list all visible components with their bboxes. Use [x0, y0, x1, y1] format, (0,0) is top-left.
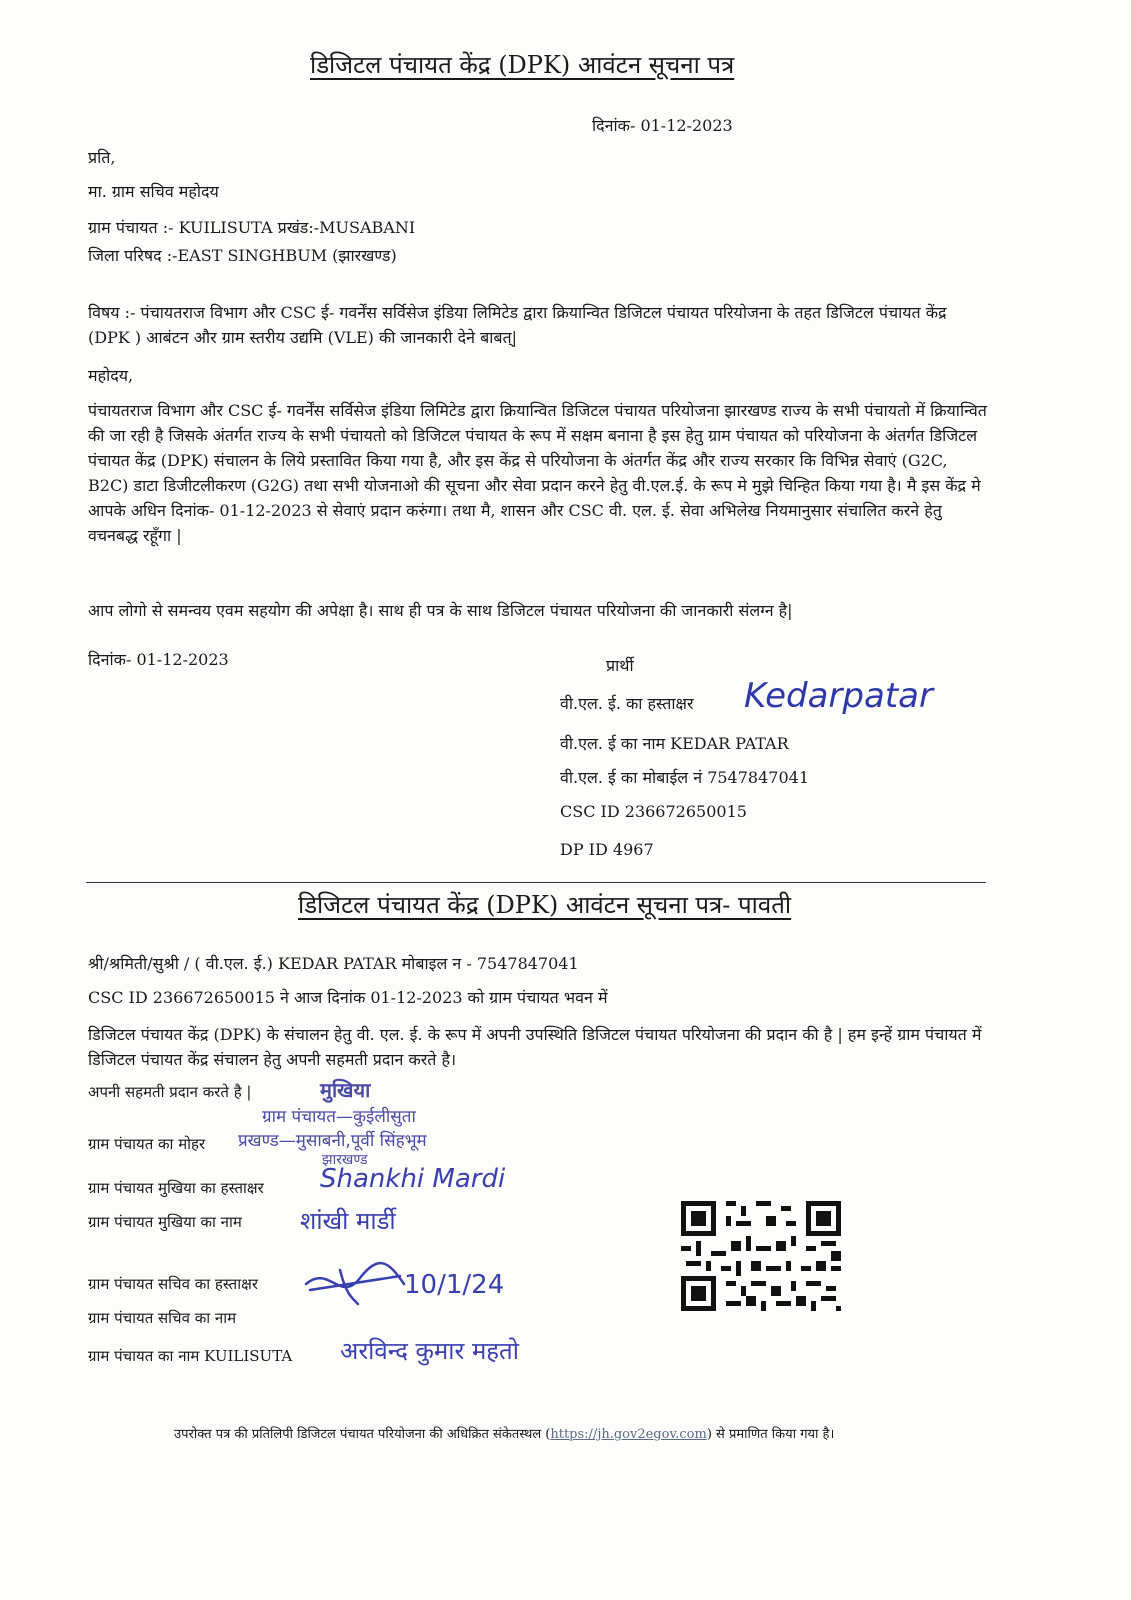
letter-date: दिनांक- 01-12-2023 [592, 116, 733, 135]
body-paragraph-1: पंचायतराज विभाग और CSC ई- गवर्नेंस सर्विसेज इंडिया लिमिटेड द्वारा क्रियान्वित डिजिटल पंचायत परियोजना झारखण्ड राज्य के सभी पंचायतो में क्रियान्वित की जा रही है जिसके अंतर्गत राज्य के सभी पंचायतो को डिजिटल पंचायत के रूप में सक्षम बनाना है इस हेतु ग्राम पंचायत को परियोजना के अंतर्गत डिजिटल पंचायत केंद्र (DPK) संचालन के लिये प्रस्तावित किया गया है, और इस केंद्र से परियोजना के अंतर्गत केंद्र और राज्य सरकार कि विभिन्न सेवाएं (G2C, B2C) डाटा डिजीटलीकरण (G2G) तथा सभी योजनाओ की सूचना और सेवा प्रदान करने हेतु वी.एल.ई. के रूप मे मुझे चिन्हित किया गया है। मै इस केंद्र मे आपके अधिन दिनांक- 01-12-2023 से सेवाएं प्रदान करुंगा। तथा मै, शासन और CSC वी. एल. ई. सेवा अभिलेख नियमानुसार संचालित करने हेतु वचनबद्ध रहूँगा | [88, 401, 987, 545]
vle-mobile: वी.एल. ई का मोबाईल नं 7547847041 [560, 768, 809, 787]
vle-csc-id: CSC ID 236672650015 [560, 802, 747, 821]
mukhiya-name-label: ग्राम पंचायत मुखिया का नाम [88, 1213, 242, 1231]
subject: विषय :- पंचायतराज विभाग और CSC ई- गवर्नेंस सर्विसेज इंडिया लिमिटेड द्वारा क्रियान्वित डिजिटल पंचायत परियोजना के तहत डिजिटल पंचायत केंद्र (DPK ) आबंटन और ग्राम स्तरीय उद्यमि (VLE) की जानकारी देने बाबत्| [88, 303, 947, 347]
applicant-label: प्रार्थी [606, 656, 634, 675]
portal-link[interactable]: https://jh.gov2egov.com [550, 1427, 707, 1442]
addressee: मा. ग्राम सचिव महोदय [88, 182, 219, 201]
stamp-line-1: मुखिया [320, 1078, 371, 1102]
vle-dp-id: DP ID 4967 [560, 840, 654, 859]
stamp-line-4: झारखण्ड [322, 1152, 368, 1168]
vle-name: वी.एल. ई का नाम KEDAR PATAR [560, 734, 789, 753]
qr-code-icon [676, 1196, 846, 1316]
receipt-title: डिजिटल पंचायत केंद्र (DPK) आवंटन सूचना पत्र- पावती [298, 891, 792, 919]
receipt-paragraph: डिजिटल पंचायत केंद्र (DPK) के संचालन हेतु वी. एल. ई. के रूप में अपनी उपस्थिति डिजिटल पंचायत परियोजना की प्रदान की है | हम इन्हें ग्राम पंचायत में डिजिटल पंचायत केंद्र संचालन हेतु अपनी सहमती प्रदान करते है। [88, 1025, 982, 1069]
receipt-line-2: CSC ID 236672650015 ने आज दिनांक 01-12-2023 को ग्राम पंचायत भवन में [88, 988, 608, 1007]
certification-note [174, 1424, 834, 1442]
sachiv-name-label: ग्राम पंचायत सचिव का नाम [88, 1309, 237, 1327]
vle-signature: Kedarpatar [744, 676, 933, 716]
mukhiya-signature: Shankhi Mardi [320, 1164, 506, 1194]
consent-label: अपनी सहमती प्रदान करते है | [88, 1083, 252, 1101]
mukhiya-sign-label: ग्राम पंचायत मुखिया का हस्ताक्षर [88, 1179, 264, 1197]
mukhiya-name: शांखी मार्डी [300, 1207, 396, 1235]
stamp-line-3: प्रखण्ड—मुसाबनी,पूर्वी सिंहभूम [238, 1131, 427, 1151]
district-line: जिला परिषद :-EAST SINGHBUM (झारखण्ड) [88, 246, 397, 265]
sachiv-sign-label: ग्राम पंचायत सचिव का हस्ताक्षर [88, 1275, 258, 1293]
receipt-line-1: श्री/श्रमिती/सुश्री / ( वी.एल. ई.) KEDAR PATAR मोबाइल न - 7547847041 [88, 954, 579, 973]
panchayat-name-line: ग्राम पंचायत का नाम KUILISUTA [88, 1347, 293, 1365]
body-paragraph-2: आप लोगो से समन्वय एवम सहयोग की अपेक्षा है। साथ ही पत्र के साथ डिजिटल पंचायत परियोजना की जानकारी संलग्न है| [88, 601, 793, 620]
salutation: महोदय, [88, 366, 134, 385]
to-label: प्रति, [88, 148, 116, 167]
sachiv-name: अरविन्द कुमार महतो [340, 1337, 519, 1365]
sachiv-date: 10/1/24 [404, 1270, 505, 1300]
vle-signature-label: वी.एल. ई. का हस्ताक्षर [560, 694, 694, 713]
page-title: डिजिटल पंचायत केंद्र (DPK) आवंटन सूचना पत्र [310, 51, 735, 79]
footer-date: दिनांक- 01-12-2023 [88, 650, 229, 669]
stamp-line-2: ग्राम पंचायत—कुईलीसुता [262, 1107, 416, 1127]
section-divider [86, 882, 986, 883]
seal-label: ग्राम पंचायत का मोहर [88, 1135, 206, 1153]
certification-text-after: ) से प्रमाणित किया गया है। [706, 1427, 835, 1442]
sachiv-signature-scribble [300, 1254, 410, 1314]
panchayat-line: ग्राम पंचायत :- KUILISUTA प्रखंड:-MUSABANI [88, 218, 416, 237]
certification-text-before: उपरोक्त पत्र की प्रतिलिपी डिजिटल पंचायत परियोजना की अधिक्रित संकेतस्थल ( [174, 1427, 551, 1442]
